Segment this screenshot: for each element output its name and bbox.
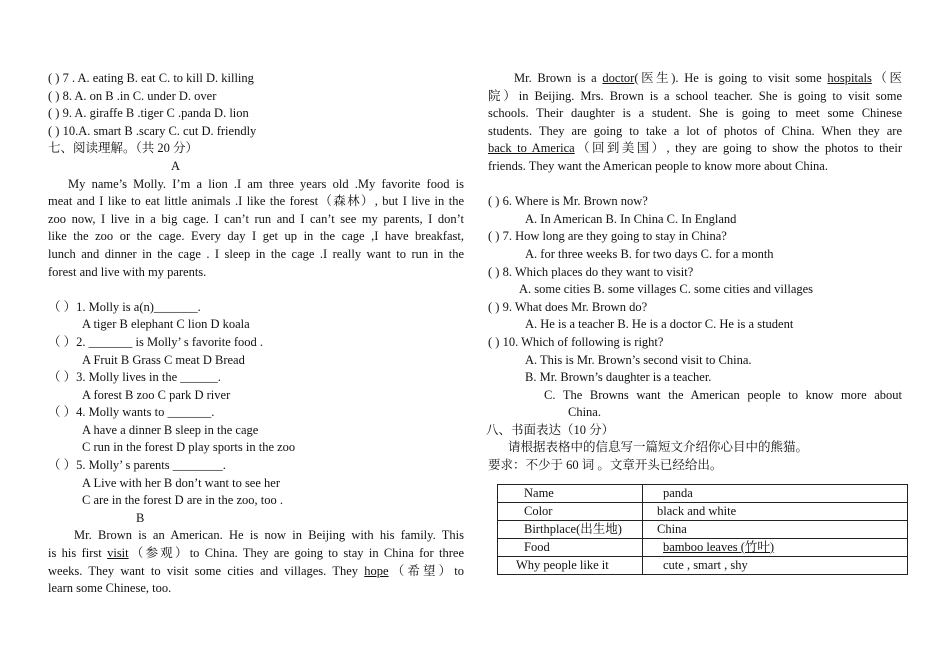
question-b6-options: A. In American B. In China C. In England <box>525 211 737 226</box>
passage-a-line: lunch and dinner in the cage . I sleep in the cage .I really want to run in the <box>48 246 464 261</box>
underlined-word: hospitals <box>827 71 872 85</box>
underlined-word: doctor <box>602 71 635 85</box>
table-value-cell: black and white <box>643 502 908 520</box>
underlined-value: bamboo leaves (竹叶) <box>663 539 775 554</box>
passage-a-label: A <box>171 158 181 173</box>
passage-b-line: Mr. Brown is an American. He is now in Beijing with his family. This <box>74 528 464 543</box>
left-column <box>48 70 464 598</box>
passage-b-label: B <box>136 510 145 525</box>
table-label-cell: Birthplace(出生地) <box>498 520 643 538</box>
question-8: ( ) 8. A. on B .in C. under D. over <box>48 88 217 103</box>
section-8-heading: 八、书面表达（10 分） <box>486 422 615 437</box>
passage-b-line: learn some Chinese, too. <box>48 581 172 596</box>
passage-b-line: students. They are going to take a lot of photos of China. When they are <box>488 123 902 138</box>
question-b8: ( ) 8. Which places do they want to visit? <box>488 264 694 279</box>
table-label-cell: Why people like it <box>498 556 643 574</box>
question-a4: （ ）4. Molly wants to _______. <box>48 405 215 420</box>
underlined-word: back to America <box>488 141 575 156</box>
table-label-cell: Name <box>498 484 643 502</box>
table-row <box>498 538 908 556</box>
table-value-cell: China <box>643 520 908 538</box>
passage-b-line <box>488 140 902 158</box>
question-a5-options: C are in the forest D are in the zoo, too . <box>82 493 283 508</box>
question-a3-options: A forest B zoo C park D river <box>82 387 231 402</box>
question-b9: ( ) 9. What does Mr. Brown do? <box>488 299 648 314</box>
passage-a-line: zoo now, I live in a big cage. I can’t run and I can’t see my parents, I don’t <box>48 211 464 226</box>
underlined-word: visit <box>107 546 129 561</box>
text: （回到美国）, they are going to show the photos to their <box>574 141 902 156</box>
table-label-cell: Color <box>498 502 643 520</box>
spacer <box>488 176 902 194</box>
question-a1: （ ）1. Molly is a(n)_______. <box>48 299 201 314</box>
right-column <box>488 70 902 575</box>
table-value-cell: cute , smart , shy <box>643 556 908 574</box>
question-b7-options: A. for three weeks B. for two days C. for a month <box>525 246 774 261</box>
question-a5-options: A Live with her B don’t want to see her <box>82 475 280 490</box>
passage-a-line: meat and I like to eat little animals .I like the forest（森林）, but I live in the <box>48 194 464 209</box>
passage-b-line <box>48 563 464 581</box>
table-row <box>498 520 908 538</box>
question-a5: （ ）5. Molly’ s parents ________. <box>48 458 226 473</box>
question-b9-options: A. He is a teacher B. He is a doctor C. He is a student <box>525 317 794 332</box>
passage-b-line: schools. Their daughter is a student. She is going to meet some Chinese <box>488 106 902 121</box>
question-a4-options: C run in the forest D play sports in the zoo <box>82 440 296 455</box>
question-10: ( ) 10.A. smart B .scary C. cut D. friendly <box>48 123 257 138</box>
panda-info-table <box>497 484 908 575</box>
passage-b-line <box>488 70 902 88</box>
question-b10-option-a: A. This is Mr. Brown’s second visit to China. <box>525 352 752 367</box>
question-a1-options: A tiger B elephant C lion D koala <box>82 317 250 332</box>
text: （希望）to <box>388 563 464 578</box>
text: weeks. They want to visit some cities and villages. They <box>48 563 365 578</box>
question-a2-options: A Fruit B Grass C meat D Bread <box>82 352 245 367</box>
table-row <box>498 484 908 502</box>
question-b10-option-b: B. Mr. Brown’s daughter is a teacher. <box>525 370 712 385</box>
text: (医生). He is going to visit some <box>634 71 828 85</box>
question-b10-option-c: C. The Browns want the American people to know more about <box>544 387 902 402</box>
passage-b-line: friends. They want the American people to know more about China. <box>488 158 828 173</box>
underlined-word: hope <box>364 563 389 578</box>
passage-a-line: like the zoo or the cage. Every day I get up in the cage ,I have breakfast, <box>48 229 464 244</box>
passage-a-line: My name’s Molly. I’m a lion .I am three years old .My favorite food is <box>68 176 464 191</box>
table-row <box>498 556 908 574</box>
section-7-heading: 七、阅读理解。（共 20 分） <box>48 141 199 156</box>
table-label-cell: Food <box>498 538 643 556</box>
question-9: ( ) 9. A. giraffe B .tiger C .panda D. lion <box>48 106 249 121</box>
question-7: ( ) 7 . A. eating B. eat C. to kill D. killing <box>48 71 254 85</box>
passage-a-line: forest and live with my parents. <box>48 264 207 279</box>
question-b6: ( ) 6. Where is Mr. Brown now? <box>488 194 648 209</box>
table-value-cell <box>643 538 908 556</box>
question-a3: （ ）3. Molly lives in the ______. <box>48 370 221 385</box>
spacer <box>48 281 464 299</box>
text: （参观）to China. They are going to stay in China for three <box>128 546 464 561</box>
text: Mr. Brown is a <box>514 71 603 85</box>
question-b7: ( ) 7. How long are they going to stay in China? <box>488 229 727 244</box>
text: is his first <box>48 546 108 561</box>
question-b10: ( ) 10. Which of following is right? <box>488 334 664 349</box>
passage-b-line: 院）in Beijing. Mrs. Brown is a school teacher. She is going to visit some <box>488 88 902 103</box>
question-a2: （ ）2. _______ is Molly’ s favorite food . <box>48 334 264 349</box>
passage-b-line <box>48 545 464 563</box>
writing-instruction: 请根据表格中的信息写一篇短文介绍你心目中的熊猫。 <box>508 440 809 455</box>
table-value-cell: panda <box>643 484 908 502</box>
table-row <box>498 502 908 520</box>
writing-requirement: 要求：不少于 60 词 。文章开头已经给出。 <box>488 458 723 473</box>
question-b10-option-c-cont: China. <box>568 405 601 420</box>
text: （医 <box>871 71 902 85</box>
question-a4-options: A have a dinner B sleep in the cage <box>82 422 259 437</box>
question-b8-options: A. some cities B. some villages C. some cities and villages <box>519 282 814 297</box>
